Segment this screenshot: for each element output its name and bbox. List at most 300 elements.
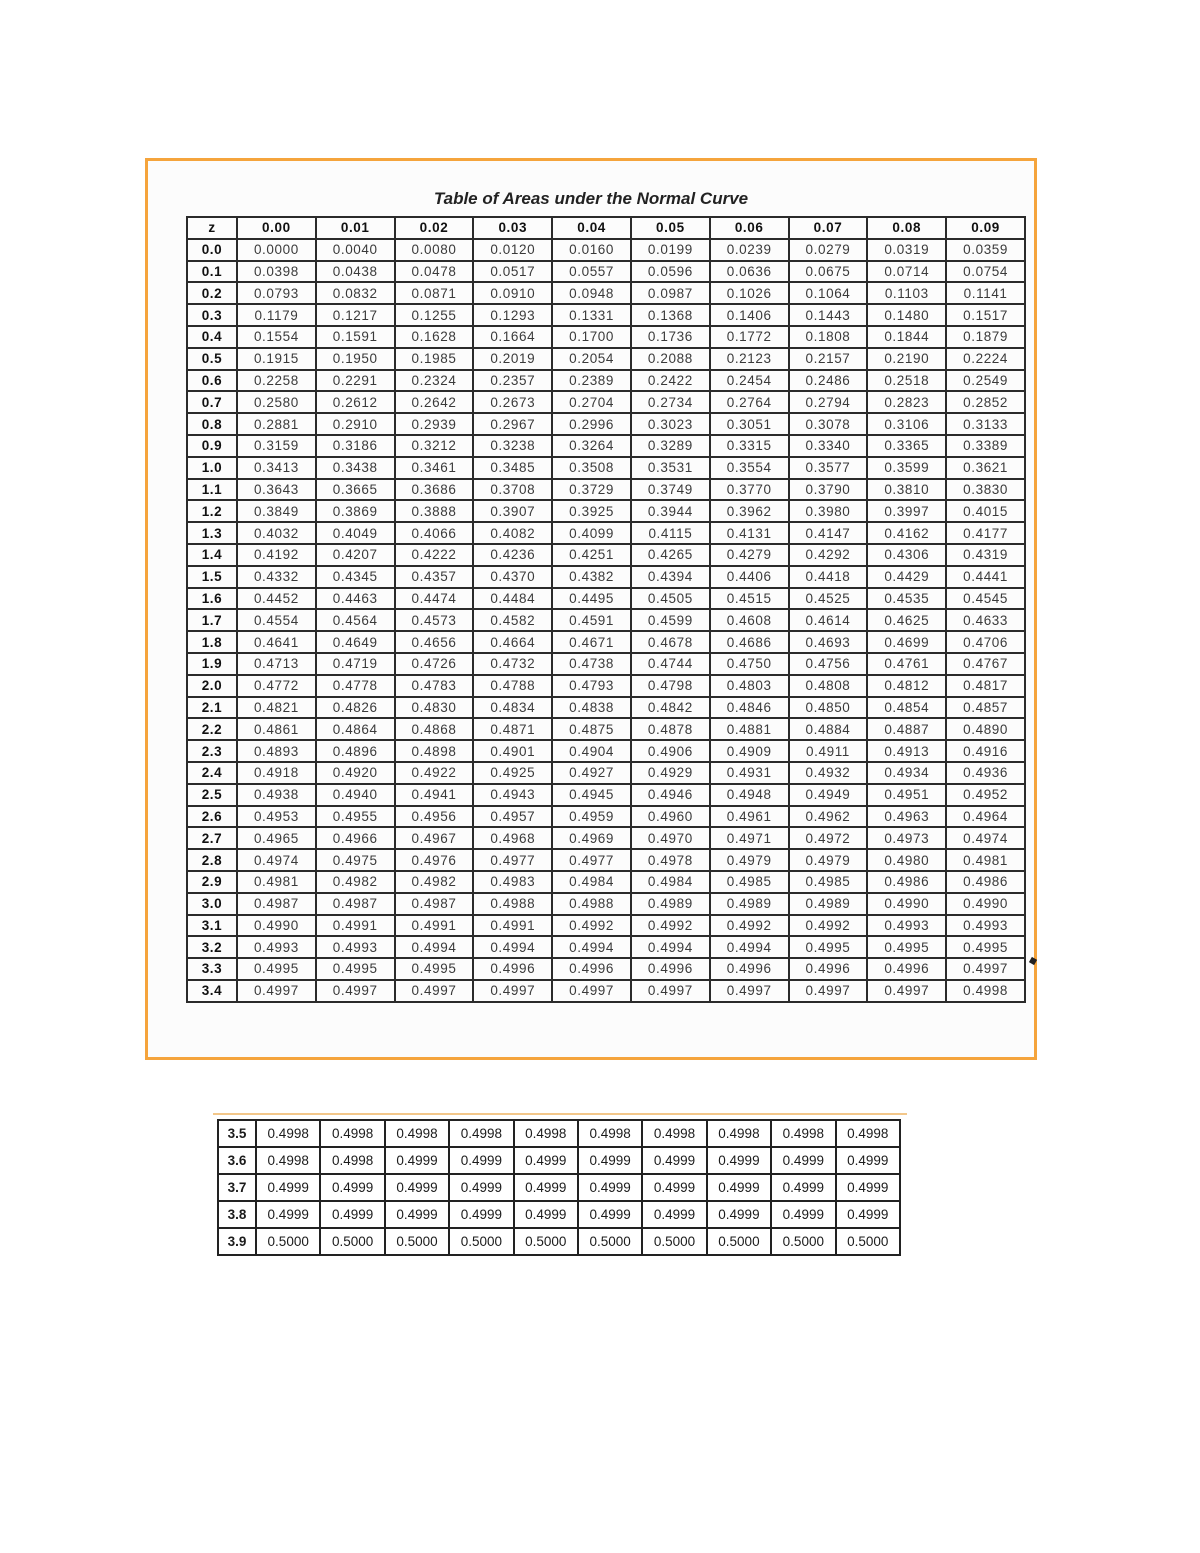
area-value-cell: 0.3810 [867, 479, 946, 501]
area-value-cell: 0.4997 [946, 958, 1025, 980]
area-value-cell: 0.4842 [631, 697, 710, 719]
area-value-cell: 0.4131 [710, 522, 789, 544]
area-value-cell: 0.2357 [473, 370, 552, 392]
area-value-cell: 0.1879 [946, 326, 1025, 348]
z-value-cell: 0.2 [187, 282, 237, 304]
z-value-cell: 2.0 [187, 675, 237, 697]
area-value-cell: 0.1293 [473, 304, 552, 326]
z-value-cell: 0.6 [187, 370, 237, 392]
continuation-row [218, 1174, 900, 1201]
area-value-cell: 0.4996 [710, 958, 789, 980]
area-value-cell: 0.4761 [867, 653, 946, 675]
area-value-cell: 0.4972 [789, 827, 868, 849]
table-row [187, 740, 1025, 762]
area-value-cell: 0.4803 [710, 675, 789, 697]
area-value-cell: 0.0910 [473, 282, 552, 304]
area-value-cell: 0.4997 [473, 980, 552, 1002]
area-value-cell: 0.4998 [256, 1120, 320, 1147]
area-value-cell: 0.4382 [552, 566, 631, 588]
area-value-cell: 0.2549 [946, 370, 1025, 392]
area-value-cell: 0.2518 [867, 370, 946, 392]
table-row [187, 544, 1025, 566]
area-value-cell: 0.4999 [514, 1174, 578, 1201]
area-value-cell: 0.4998 [256, 1147, 320, 1174]
area-value-cell: 0.4996 [867, 958, 946, 980]
table-row [187, 958, 1025, 980]
area-value-cell: 0.3078 [789, 413, 868, 435]
z-value-cell: 1.6 [187, 588, 237, 610]
area-value-cell: 0.4808 [789, 675, 868, 697]
table-row [187, 326, 1025, 348]
z-value-cell: 0.4 [187, 326, 237, 348]
z-value-cell: 3.6 [218, 1147, 256, 1174]
area-value-cell: 0.1217 [316, 304, 395, 326]
table-row [187, 806, 1025, 828]
table-row [187, 915, 1025, 937]
area-value-cell: 0.1700 [552, 326, 631, 348]
area-value-cell: 0.1915 [237, 348, 316, 370]
area-value-cell: 0.4147 [789, 522, 868, 544]
table-row [187, 435, 1025, 457]
area-value-cell: 0.4988 [473, 893, 552, 915]
area-value-cell: 0.2612 [316, 391, 395, 413]
area-value-cell: 0.3599 [867, 457, 946, 479]
area-value-cell: 0.1554 [237, 326, 316, 348]
area-value-cell: 0.4992 [710, 915, 789, 937]
area-value-cell: 0.4998 [449, 1120, 513, 1147]
z-value-cell: 0.8 [187, 413, 237, 435]
area-value-cell: 0.1772 [710, 326, 789, 348]
area-value-cell: 0.4929 [631, 762, 710, 784]
table-row [187, 457, 1025, 479]
area-value-cell: 0.4846 [710, 697, 789, 719]
z-value-cell: 0.7 [187, 391, 237, 413]
area-value-cell: 0.4756 [789, 653, 868, 675]
area-value-cell: 0.4535 [867, 588, 946, 610]
area-value-cell: 0.2967 [473, 413, 552, 435]
area-value-cell: 0.1985 [395, 348, 474, 370]
area-value-cell: 0.4991 [395, 915, 474, 937]
area-value-cell: 0.4925 [473, 762, 552, 784]
z-value-cell: 1.2 [187, 500, 237, 522]
area-value-cell: 0.4744 [631, 653, 710, 675]
area-value-cell: 0.4251 [552, 544, 631, 566]
area-value-cell: 0.4959 [552, 806, 631, 828]
area-value-cell: 0.3508 [552, 457, 631, 479]
area-value-cell: 0.4049 [316, 522, 395, 544]
area-value-cell: 0.4981 [237, 871, 316, 893]
area-value-cell: 0.4463 [316, 588, 395, 610]
area-value-cell: 0.0754 [946, 261, 1025, 283]
area-value-cell: 0.4881 [710, 718, 789, 740]
z-value-cell: 0.1 [187, 261, 237, 283]
continuation-row [218, 1120, 900, 1147]
header-col: 0.06 [710, 217, 789, 239]
area-value-cell: 0.2422 [631, 370, 710, 392]
area-value-cell: 0.4999 [642, 1201, 706, 1228]
area-value-cell: 0.2389 [552, 370, 631, 392]
z-value-cell: 3.0 [187, 893, 237, 915]
area-value-cell: 0.4997 [395, 980, 474, 1002]
area-value-cell: 0.4999 [578, 1147, 642, 1174]
area-value-cell: 0.3790 [789, 479, 868, 501]
area-value-cell: 0.4987 [395, 893, 474, 915]
area-value-cell: 0.4945 [552, 784, 631, 806]
header-z: z [187, 217, 237, 239]
area-value-cell: 0.4995 [237, 958, 316, 980]
table-row [187, 653, 1025, 675]
table-row [187, 762, 1025, 784]
area-value-cell: 0.4948 [710, 784, 789, 806]
area-value-cell: 0.4999 [642, 1174, 706, 1201]
area-value-cell: 0.4951 [867, 784, 946, 806]
area-value-cell: 0.4940 [316, 784, 395, 806]
area-value-cell: 0.4452 [237, 588, 316, 610]
area-value-cell: 0.4995 [867, 936, 946, 958]
area-value-cell: 0.4614 [789, 609, 868, 631]
area-value-cell: 0.4406 [710, 566, 789, 588]
area-value-cell: 0.1736 [631, 326, 710, 348]
area-value-cell: 0.4964 [946, 806, 1025, 828]
area-value-cell: 0.4993 [237, 936, 316, 958]
area-value-cell: 0.4890 [946, 718, 1025, 740]
table-row [187, 413, 1025, 435]
area-value-cell: 0.2258 [237, 370, 316, 392]
area-value-cell: 0.4994 [552, 936, 631, 958]
area-value-cell: 0.5000 [642, 1228, 706, 1255]
area-value-cell: 0.4515 [710, 588, 789, 610]
area-value-cell: 0.5000 [514, 1228, 578, 1255]
area-value-cell: 0.4484 [473, 588, 552, 610]
area-value-cell: 0.4962 [789, 806, 868, 828]
area-value-cell: 0.4995 [946, 936, 1025, 958]
z-value-cell: 0.5 [187, 348, 237, 370]
area-value-cell: 0.4960 [631, 806, 710, 828]
area-value-cell: 0.4564 [316, 609, 395, 631]
area-value-cell: 0.4582 [473, 609, 552, 631]
area-value-cell: 0.2190 [867, 348, 946, 370]
area-value-cell: 0.4999 [320, 1174, 384, 1201]
z-value-cell: 2.4 [187, 762, 237, 784]
table-row [187, 980, 1025, 1002]
z-value-cell: 3.8 [218, 1201, 256, 1228]
z-value-cell: 1.0 [187, 457, 237, 479]
area-value-cell: 0.4992 [552, 915, 631, 937]
area-value-cell: 0.4978 [631, 849, 710, 871]
area-value-cell: 0.4918 [237, 762, 316, 784]
z-value-cell: 3.4 [187, 980, 237, 1002]
area-value-cell: 0.4943 [473, 784, 552, 806]
area-value-cell: 0.4817 [946, 675, 1025, 697]
z-value-cell: 1.7 [187, 609, 237, 631]
area-value-cell: 0.4441 [946, 566, 1025, 588]
area-value-cell: 0.4032 [237, 522, 316, 544]
area-value-cell: 0.4887 [867, 718, 946, 740]
area-value-cell: 0.4306 [867, 544, 946, 566]
area-value-cell: 0.4988 [552, 893, 631, 915]
area-value-cell: 0.4994 [473, 936, 552, 958]
header-col: 0.05 [631, 217, 710, 239]
area-value-cell: 0.4878 [631, 718, 710, 740]
table-row [187, 871, 1025, 893]
area-value-cell: 0.0199 [631, 239, 710, 261]
header-col: 0.04 [552, 217, 631, 239]
area-value-cell: 0.4992 [631, 915, 710, 937]
area-value-cell: 0.3665 [316, 479, 395, 501]
area-value-cell: 0.4999 [256, 1174, 320, 1201]
area-value-cell: 0.4429 [867, 566, 946, 588]
area-value-cell: 0.4990 [946, 893, 1025, 915]
area-value-cell: 0.4977 [552, 849, 631, 871]
area-value-cell: 0.0438 [316, 261, 395, 283]
area-value-cell: 0.5000 [771, 1228, 835, 1255]
area-value-cell: 0.4998 [946, 980, 1025, 1002]
continuation-table [217, 1119, 901, 1256]
area-value-cell: 0.4686 [710, 631, 789, 653]
normal-curve-table [186, 216, 1026, 1003]
area-value-cell: 0.4909 [710, 740, 789, 762]
area-value-cell: 0.3461 [395, 457, 474, 479]
area-value-cell: 0.4999 [707, 1147, 771, 1174]
area-value-cell: 0.4812 [867, 675, 946, 697]
area-value-cell: 0.4969 [552, 827, 631, 849]
area-value-cell: 0.4989 [789, 893, 868, 915]
header-col: 0.07 [789, 217, 868, 239]
z-value-cell: 1.5 [187, 566, 237, 588]
area-value-cell: 0.3186 [316, 435, 395, 457]
area-value-cell: 0.4821 [237, 697, 316, 719]
area-value-cell: 0.4599 [631, 609, 710, 631]
area-value-cell: 0.4997 [710, 980, 789, 1002]
area-value-cell: 0.1141 [946, 282, 1025, 304]
area-value-cell: 0.4997 [631, 980, 710, 1002]
area-value-cell: 0.4998 [578, 1120, 642, 1147]
area-value-cell: 0.4967 [395, 827, 474, 849]
table-row [187, 500, 1025, 522]
area-value-cell: 0.4864 [316, 718, 395, 740]
area-value-cell: 0.4394 [631, 566, 710, 588]
area-value-cell: 0.4975 [316, 849, 395, 871]
area-value-cell: 0.3212 [395, 435, 474, 457]
table-row [187, 588, 1025, 610]
z-value-cell: 2.2 [187, 718, 237, 740]
area-value-cell: 0.3023 [631, 413, 710, 435]
area-value-cell: 0.4990 [237, 915, 316, 937]
area-value-cell: 0.4292 [789, 544, 868, 566]
area-value-cell: 0.4998 [320, 1147, 384, 1174]
area-value-cell: 0.2324 [395, 370, 474, 392]
area-value-cell: 0.4207 [316, 544, 395, 566]
continuation-row [218, 1147, 900, 1174]
area-value-cell: 0.2486 [789, 370, 868, 392]
area-value-cell: 0.0040 [316, 239, 395, 261]
z-value-cell: 2.6 [187, 806, 237, 828]
area-value-cell: 0.4999 [771, 1201, 835, 1228]
area-value-cell: 0.4664 [473, 631, 552, 653]
area-value-cell: 0.4633 [946, 609, 1025, 631]
z-value-cell: 0.3 [187, 304, 237, 326]
area-value-cell: 0.4983 [473, 871, 552, 893]
area-value-cell: 0.2580 [237, 391, 316, 413]
area-value-cell: 0.4997 [237, 980, 316, 1002]
area-value-cell: 0.3830 [946, 479, 1025, 501]
area-value-cell: 0.4968 [473, 827, 552, 849]
area-value-cell: 0.4854 [867, 697, 946, 719]
table-row [187, 370, 1025, 392]
area-value-cell: 0.4932 [789, 762, 868, 784]
z-value-cell: 3.1 [187, 915, 237, 937]
area-value-cell: 0.2673 [473, 391, 552, 413]
area-value-cell: 0.4999 [320, 1201, 384, 1228]
area-value-cell: 0.5000 [836, 1228, 900, 1255]
area-value-cell: 0.4973 [867, 827, 946, 849]
area-value-cell: 0.4997 [552, 980, 631, 1002]
area-value-cell: 0.2996 [552, 413, 631, 435]
area-value-cell: 0.3749 [631, 479, 710, 501]
area-value-cell: 0.4345 [316, 566, 395, 588]
area-value-cell: 0.4192 [237, 544, 316, 566]
z-value-cell: 2.8 [187, 849, 237, 871]
header-col: 0.09 [946, 217, 1025, 239]
area-value-cell: 0.4999 [836, 1147, 900, 1174]
area-value-cell: 0.1026 [710, 282, 789, 304]
area-value-cell: 0.1443 [789, 304, 868, 326]
area-value-cell: 0.4916 [946, 740, 1025, 762]
area-value-cell: 0.4966 [316, 827, 395, 849]
area-value-cell: 0.4941 [395, 784, 474, 806]
area-value-cell: 0.2823 [867, 391, 946, 413]
area-value-cell: 0.4999 [771, 1174, 835, 1201]
area-value-cell: 0.4788 [473, 675, 552, 697]
area-value-cell: 0.4783 [395, 675, 474, 697]
area-value-cell: 0.2019 [473, 348, 552, 370]
area-value-cell: 0.4999 [707, 1174, 771, 1201]
area-value-cell: 0.4015 [946, 500, 1025, 522]
area-value-cell: 0.3888 [395, 500, 474, 522]
z-value-cell: 3.9 [218, 1228, 256, 1255]
area-value-cell: 0.4999 [578, 1174, 642, 1201]
area-value-cell: 0.0359 [946, 239, 1025, 261]
area-value-cell: 0.4906 [631, 740, 710, 762]
area-value-cell: 0.4970 [631, 827, 710, 849]
area-value-cell: 0.2157 [789, 348, 868, 370]
area-value-cell: 0.4996 [631, 958, 710, 980]
area-value-cell: 0.2794 [789, 391, 868, 413]
area-value-cell: 0.4830 [395, 697, 474, 719]
area-value-cell: 0.4934 [867, 762, 946, 784]
table-row [187, 304, 1025, 326]
area-value-cell: 0.1331 [552, 304, 631, 326]
table-title: Table of Areas under the Normal Curve [433, 189, 749, 208]
area-value-cell: 0.0793 [237, 282, 316, 304]
area-value-cell: 0.4505 [631, 588, 710, 610]
area-value-cell: 0.0596 [631, 261, 710, 283]
area-value-cell: 0.4999 [642, 1147, 706, 1174]
area-value-cell: 0.4868 [395, 718, 474, 740]
area-value-cell: 0.2642 [395, 391, 474, 413]
area-value-cell: 0.3106 [867, 413, 946, 435]
z-value-cell: 2.1 [187, 697, 237, 719]
area-value-cell: 0.4955 [316, 806, 395, 828]
area-value-cell: 0.4992 [789, 915, 868, 937]
z-value-cell: 1.3 [187, 522, 237, 544]
area-value-cell: 0.4946 [631, 784, 710, 806]
area-value-cell: 0.4999 [385, 1201, 449, 1228]
area-value-cell: 0.2088 [631, 348, 710, 370]
area-value-cell: 0.4991 [316, 915, 395, 937]
area-value-cell: 0.3340 [789, 435, 868, 457]
area-value-cell: 0.5000 [707, 1228, 771, 1255]
area-value-cell: 0.4971 [710, 827, 789, 849]
area-value-cell: 0.4984 [552, 871, 631, 893]
area-value-cell: 0.4995 [395, 958, 474, 980]
area-value-cell: 0.3944 [631, 500, 710, 522]
area-value-cell: 0.4989 [631, 893, 710, 915]
area-value-cell: 0.4875 [552, 718, 631, 740]
area-value-cell: 0.3289 [631, 435, 710, 457]
z-value-cell: 2.7 [187, 827, 237, 849]
area-value-cell: 0.3133 [946, 413, 1025, 435]
area-value-cell: 0.4991 [473, 915, 552, 937]
z-value-cell: 2.5 [187, 784, 237, 806]
area-value-cell: 0.4177 [946, 522, 1025, 544]
table-row [187, 936, 1025, 958]
area-value-cell: 0.3997 [867, 500, 946, 522]
area-value-cell: 0.2852 [946, 391, 1025, 413]
area-value-cell: 0.1591 [316, 326, 395, 348]
area-value-cell: 0.4357 [395, 566, 474, 588]
area-value-cell: 0.4913 [867, 740, 946, 762]
area-value-cell: 0.4857 [946, 697, 1025, 719]
area-value-cell: 0.4834 [473, 697, 552, 719]
area-value-cell: 0.3643 [237, 479, 316, 501]
area-value-cell: 0.4732 [473, 653, 552, 675]
area-value-cell: 0.4985 [710, 871, 789, 893]
area-value-cell: 0.4961 [710, 806, 789, 828]
z-value-cell: 1.8 [187, 631, 237, 653]
area-value-cell: 0.2704 [552, 391, 631, 413]
area-value-cell: 0.4986 [946, 871, 1025, 893]
area-value-cell: 0.3770 [710, 479, 789, 501]
area-value-cell: 0.4066 [395, 522, 474, 544]
area-value-cell: 0.4236 [473, 544, 552, 566]
area-value-cell: 0.1517 [946, 304, 1025, 326]
continuation-row [218, 1201, 900, 1228]
area-value-cell: 0.4982 [316, 871, 395, 893]
area-value-cell: 0.4999 [514, 1201, 578, 1228]
area-value-cell: 0.4965 [237, 827, 316, 849]
header-col: 0.03 [473, 217, 552, 239]
area-value-cell: 0.4993 [316, 936, 395, 958]
table-row [187, 849, 1025, 871]
area-value-cell: 0.0557 [552, 261, 631, 283]
area-value-cell: 0.1844 [867, 326, 946, 348]
area-value-cell: 0.3925 [552, 500, 631, 522]
header-col: 0.02 [395, 217, 474, 239]
area-value-cell: 0.2224 [946, 348, 1025, 370]
z-value-cell: 3.3 [187, 958, 237, 980]
area-value-cell: 0.3962 [710, 500, 789, 522]
area-value-cell: 0.4999 [578, 1201, 642, 1228]
area-value-cell: 0.4871 [473, 718, 552, 740]
area-value-cell: 0.0160 [552, 239, 631, 261]
area-value-cell: 0.1628 [395, 326, 474, 348]
z-value-cell: 3.7 [218, 1174, 256, 1201]
area-value-cell: 0.0279 [789, 239, 868, 261]
area-value-cell: 0.0987 [631, 282, 710, 304]
area-value-cell: 0.4987 [316, 893, 395, 915]
area-value-cell: 0.4993 [946, 915, 1025, 937]
